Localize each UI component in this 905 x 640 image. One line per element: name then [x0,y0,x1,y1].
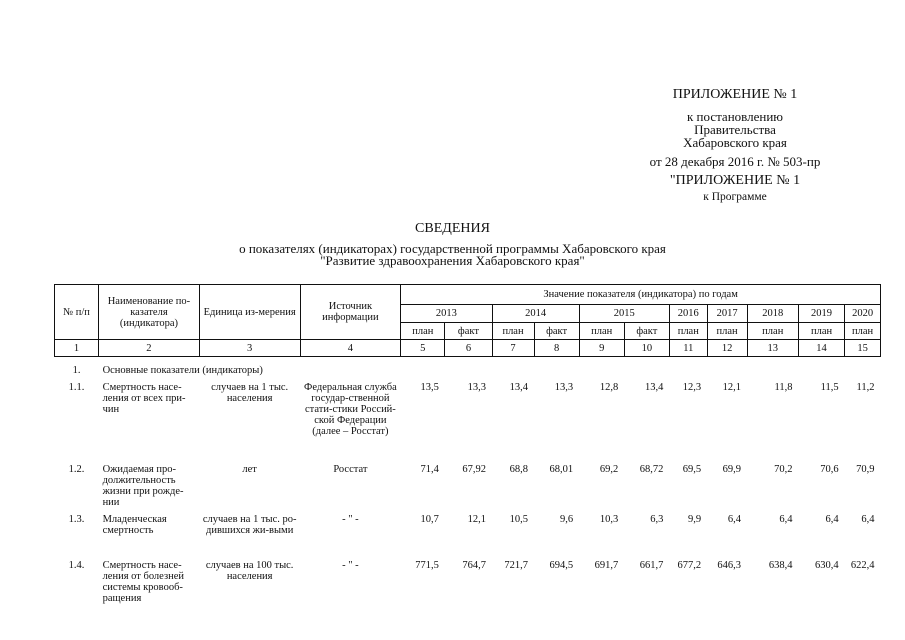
header-plan: план [747,323,798,340]
header-name: Наименование по-казателя (индикатора) [99,285,200,340]
row-value: 630,4 [815,560,839,571]
header-plan: план [845,323,881,340]
column-number: 13 [747,340,798,357]
section-row [55,357,881,380]
row-value: 69,5 [682,464,702,475]
row-source: Росстат [333,464,368,475]
row-value: 13,3 [554,382,574,393]
column-number: 8 [534,340,579,357]
header-plan: план [669,323,707,340]
header-year: 2016 [669,305,707,323]
row-unit: случаев на 1 тыс. ро-дившихся жи-выми [202,514,297,536]
column-number: 14 [798,340,844,357]
row-source: - " - [342,560,359,571]
row-value: 11,8 [774,382,793,393]
header-year: 2020 [845,305,881,323]
section-num: 1. [72,365,81,376]
row-value: 691,7 [594,560,619,571]
table-row [55,557,881,604]
heading-subtitle: о показателях (индикаторах) государственной программы Хабаровского края [239,241,666,256]
row-unit: лет [242,464,257,475]
row-value: 646,3 [717,560,742,571]
column-number: 6 [445,340,492,357]
row-value: 622,4 [850,560,875,571]
table-row [55,461,881,511]
row-value: 13,5 [420,382,439,393]
section-spacer [445,357,881,380]
row-value: 677,2 [677,560,702,571]
heading-title: СВЕДЕНИЯ [415,221,490,236]
row-value: 6,4 [727,514,742,525]
column-number: 2 [99,340,200,357]
header-plan: план [492,323,534,340]
column-number: 4 [300,340,401,357]
row-value: 6,4 [779,514,793,525]
column-number: 11 [669,340,707,357]
header-plan: план [798,323,844,340]
row-value: 10,7 [420,514,439,525]
header-values: Значение показателя (индикатора) по годам [401,285,881,305]
heading-subtitle-program: "Развитие здравоохранения Хабаровского края" [320,253,585,268]
row-value: 70,6 [820,464,839,475]
row-source: Федеральная служба государ-ственной стати-стики Россий-ской Федерации (далее – Росстат) [304,382,397,437]
header-fact: факт [445,323,492,340]
header-plan: план [707,323,747,340]
row-num: 1.2. [68,464,85,475]
header-year: 2014 [492,305,579,323]
header-year: 2019 [798,305,844,323]
header-year: 2013 [401,305,492,323]
row-value: 661,7 [639,560,664,571]
row-value: 11,2 [856,382,875,393]
column-number: 3 [199,340,300,357]
row-value: 67,92 [462,464,487,475]
appendix-title: ПРИЛОЖЕНИЕ № 1 [672,87,798,102]
appendix-line: Хабаровского края [683,135,787,150]
row-unit: случаев на 100 тыс. населения [205,560,294,582]
row-value: 771,5 [415,560,439,571]
header-plan: план [579,323,624,340]
header-plan: план [401,323,445,340]
row-value: 12,3 [682,382,702,393]
row-value: 12,8 [599,382,619,393]
appendix-block [600,88,870,204]
header-year: 2018 [747,305,798,323]
header-fact: факт [624,323,669,340]
row-value: 69,2 [599,464,619,475]
row-value: 12,1 [722,382,742,393]
row-value: 764,7 [462,560,487,571]
row-value: 68,01 [549,464,574,475]
row-num: 1.4. [68,560,85,571]
row-value: 6,4 [825,514,839,525]
table-row [55,379,881,461]
header-fact: факт [534,323,579,340]
row-value: 9,6 [560,514,574,525]
row-value: 11,5 [820,382,839,393]
appendix-program-line: к Программе [703,191,767,203]
indicators-table [54,284,881,604]
row-value: 721,7 [504,560,529,571]
row-name: Смертность насе-ления от болезней системы кровооб-ращения [102,560,185,604]
column-number: 10 [624,340,669,357]
row-value: 6,4 [861,514,875,525]
row-value: 13,4 [645,382,664,393]
row-value: 694,5 [549,560,574,571]
column-number: 5 [401,340,445,357]
row-value: 69,9 [722,464,742,475]
table-body [55,357,881,605]
row-name: Младенческая смертность [102,514,167,536]
row-name: Смертность насе-ления от всех при-чин [102,382,186,415]
row-value: 13,3 [467,382,487,393]
row-name: Ожидаемая про-должительность жизни при рожде-нии [102,464,184,508]
header-year: 2015 [579,305,669,323]
appendix-program-title: "ПРИЛОЖЕНИЕ № 1 [669,173,801,188]
row-value: 6,3 [650,514,664,525]
document-heading [0,221,905,267]
row-unit: случаев на 1 тыс. населения [211,382,289,404]
row-value: 70,2 [774,464,793,475]
appendix-line: к постановлению [686,109,784,124]
appendix-date: от 28 декабря 2016 г. № 503-пр [649,154,821,169]
row-source: - " - [342,514,359,525]
header-year: 2017 [707,305,747,323]
appendix-line: Правительства [694,122,776,137]
row-value: 9,9 [688,514,702,525]
row-value: 71,4 [420,464,439,475]
header-num: № п/п [55,285,99,340]
column-number: 9 [579,340,624,357]
section-name: Основные показатели (индикаторы) [102,365,263,376]
row-value: 10,5 [509,514,529,525]
column-number: 15 [845,340,881,357]
row-value: 13,4 [509,382,529,393]
row-num: 1.3. [68,514,85,525]
row-num: 1.1. [68,382,85,393]
row-value: 10,3 [599,514,619,525]
row-value: 12,1 [467,514,487,525]
row-value: 70,9 [856,464,875,475]
column-number: 12 [707,340,747,357]
column-number: 1 [55,340,99,357]
row-value: 68,8 [509,464,529,475]
header-unit: Единица из-мерения [199,285,300,340]
row-value: 68,72 [639,464,664,475]
row-value: 638,4 [768,560,793,571]
table-row [55,511,881,557]
column-number: 7 [492,340,534,357]
header-source: Источник информации [300,285,401,340]
